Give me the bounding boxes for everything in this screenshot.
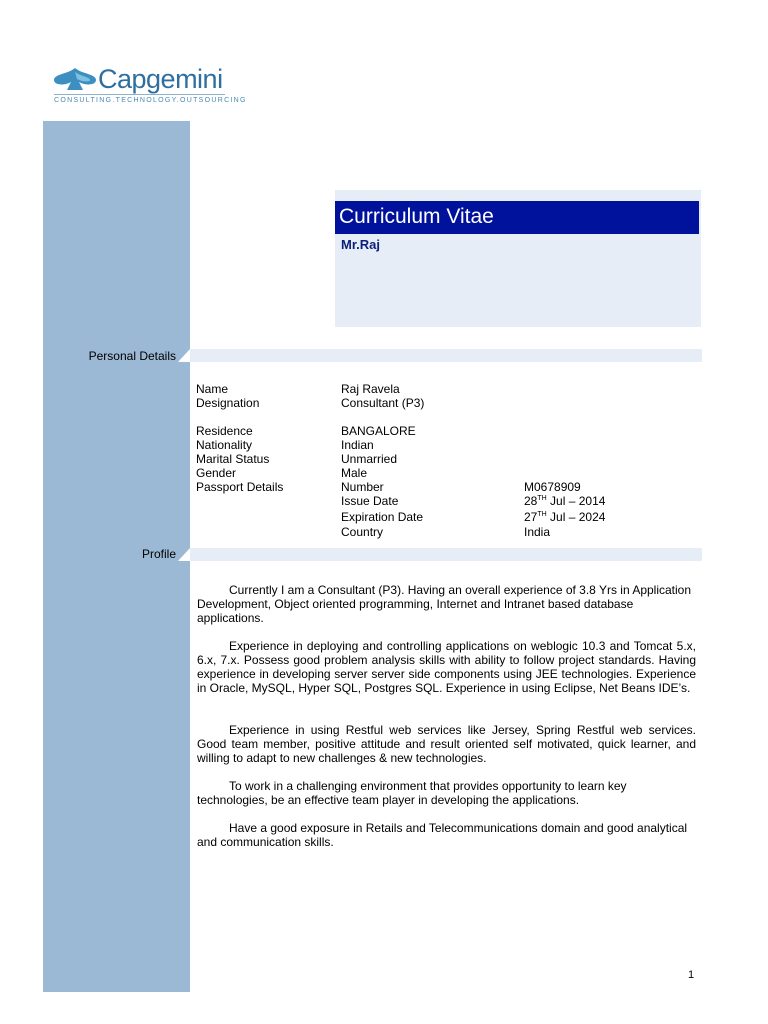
page-number: 1 (688, 969, 695, 981)
label-residence: Residence (196, 424, 253, 438)
label-gender: Gender (196, 466, 237, 480)
profile-paragraph: Experience in using Restful web services like Jersey, Spring Restful web services. Good team member, positive attitude and result oriented self motivated, quick learner, and willing to adapt to new challenges & new technologies. (197, 723, 696, 765)
value-name: Raj Ravela (341, 382, 400, 396)
profile-paragraph: To work in a challenging environment that provides opportunity to learn key technologies, be an effective team player in developing the applications. (197, 779, 627, 807)
section-bar-personal (190, 349, 702, 362)
value-passport-number: M0678909 (524, 480, 581, 494)
label-expiration-date: Expiration Date (341, 510, 424, 524)
value-designation: Consultant (P3) (341, 396, 425, 410)
logo-wordmark: Capgemini (98, 64, 223, 94)
logo-tagline: CONSULTING.TECHNOLOGY.OUTSOURCING (54, 97, 247, 104)
label-nationality: Nationality (196, 438, 253, 452)
capgemini-logo-spade-icon (52, 66, 98, 92)
profile-paragraph: Experience in deploying and controlling applications on weblogic 10.3 and Tomcat 5.x, 6.x, 7.x. Possess good problem analysis skills with ability to follow project standards. Having experience in developing server server side components using JEE technologies. Experience in Oracle, MySQL, Hyper SQL, Postgres SQL. Experience in using Eclipse, Net Beans IDE’s. (197, 639, 696, 695)
section-label-profile: Profile (141, 547, 176, 561)
section-bar-profile (190, 548, 702, 561)
value-gender: Male (341, 466, 368, 480)
section-bar-notch (178, 548, 190, 561)
label-passport-number: Number (341, 480, 384, 494)
candidate-name: Mr.Raj (341, 237, 381, 252)
label-issue-date: Issue Date (341, 494, 399, 508)
label-marital-status: Marital Status (196, 452, 270, 466)
value-issue-date: 28TH Jul – 2014 (524, 494, 606, 508)
value-marital-status: Unmarried (341, 452, 398, 466)
section-label-personal: Personal Details (88, 349, 176, 363)
value-expiration-date: 27TH Jul – 2024 (524, 510, 606, 524)
label-designation: Designation (196, 396, 260, 410)
value-residence: BANGALORE (341, 424, 416, 438)
document-title: Curriculum Vitae (339, 205, 494, 228)
section-bar-notch (178, 349, 190, 362)
profile-paragraph: Currently I am a Consultant (P3). Having an overall experience of 3.8 Yrs in Application Development, Object oriented programming, Internet and Intranet based database applications. (197, 583, 692, 625)
label-passport-details: Passport Details (196, 480, 284, 494)
value-country: India (524, 525, 551, 539)
profile-paragraph: Have a good exposure in Retails and Telecommunications domain and good analytical and communication skills. (197, 821, 688, 849)
label-country: Country (341, 525, 384, 539)
value-nationality: Indian (341, 438, 374, 452)
label-name: Name (196, 382, 229, 396)
logo-divider (54, 94, 225, 95)
